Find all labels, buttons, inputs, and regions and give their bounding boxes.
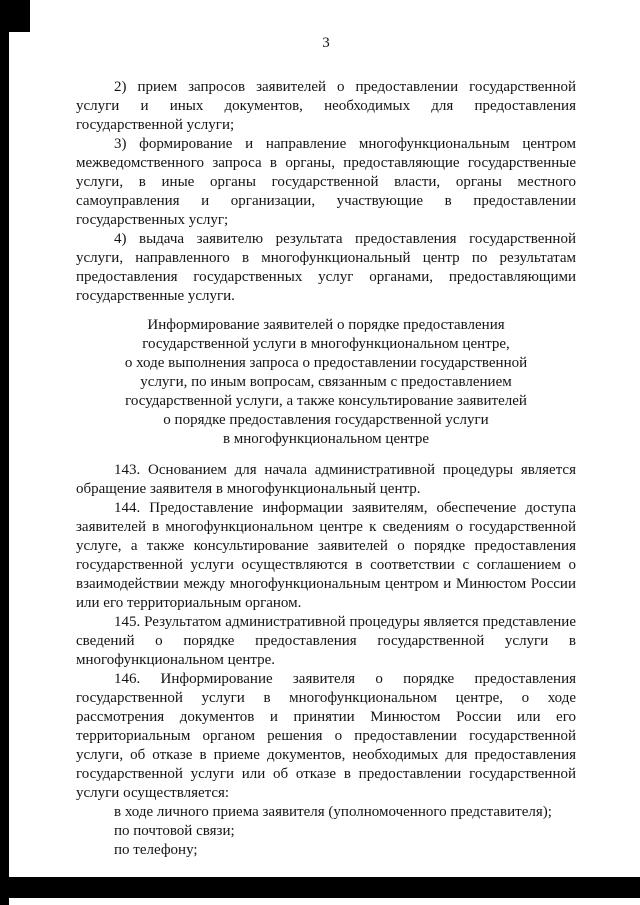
list-item-postal: по почтовой связи; (114, 823, 235, 839)
section-heading-line: государственной услуги, а также консультирование заявителей (125, 393, 527, 409)
paragraph-item-4: 4) выдача заявителю результата предоставления государственной услуги, направленного в многофункциональный центр по результатам предоставления государственных услуг органами, предоставляющими государственные услуги. (76, 231, 576, 304)
section-heading-line: Информирование заявителей о порядке предоставления (147, 317, 505, 333)
paragraph-143: 143. Основанием для начала административной процедуры является обращение заявителя в многофункциональный центр. (76, 462, 576, 497)
page-content (76, 34, 576, 860)
paragraph-item-3: 3) формирование и направление многофункциональным центром межведомственного запроса в органы, предоставляющие государственные услуги, в иные органы государственной власти, органы местного самоуправления и организации, участвующие в предоставлении государственных услуг; (76, 136, 576, 228)
paragraph-item-2: 2) прием запросов заявителей о предоставлении государственной услуги и иных документов, необходимых для предоставления государственной услуги; (76, 79, 576, 133)
list-item-personal-reception: в ходе личного приема заявителя (уполномоченного представителя); (114, 804, 552, 820)
page-number: 3 (322, 35, 330, 51)
paragraph-144: 144. Предоставление информации заявителям, обеспечение доступа заявителей в многофункциональном центре к сведениям о государственной услуге, а также консультирование заявителей о порядке предоставления государственной услуги осуществляются в соответствии с соглашением о взаимодействии между многофункциональным центром и Минюстом России или его территориальным органом. (76, 500, 576, 611)
section-heading-line: услуги, по иным вопросам, связанным с предоставлением (140, 374, 512, 390)
paragraph-146: 146. Информирование заявителя о порядке предоставления государственной услуги в многофункциональном центре, о ходе рассмотрения документов и принятии Минюстом России или его территориальным органом решения о предоставлении государственной услуги, об отказе в приеме документов, необходимых для предоставления государственной услуги или об отказе в предоставлении государственной услуги осуществляется: (76, 671, 576, 801)
section-heading-line: в многофункциональном центре (222, 431, 430, 447)
section-heading-line: о ходе выполнения запроса о предоставлении государственной (124, 355, 528, 371)
section-heading-line: государственной услуги в многофункциональном центре, (142, 336, 510, 352)
paragraph-145: 145. Результатом административной процедуры является представление сведений о порядке предоставления государственной услуги в многофункциональном центре. (76, 614, 576, 668)
section-heading (76, 316, 576, 449)
scan-artifact-bottom-edge (0, 877, 640, 898)
scan-artifact-left-edge (0, 0, 9, 905)
section-heading-line: о порядке предоставления государственной услуги (163, 412, 489, 428)
list-item-phone: по телефону; (114, 842, 198, 858)
